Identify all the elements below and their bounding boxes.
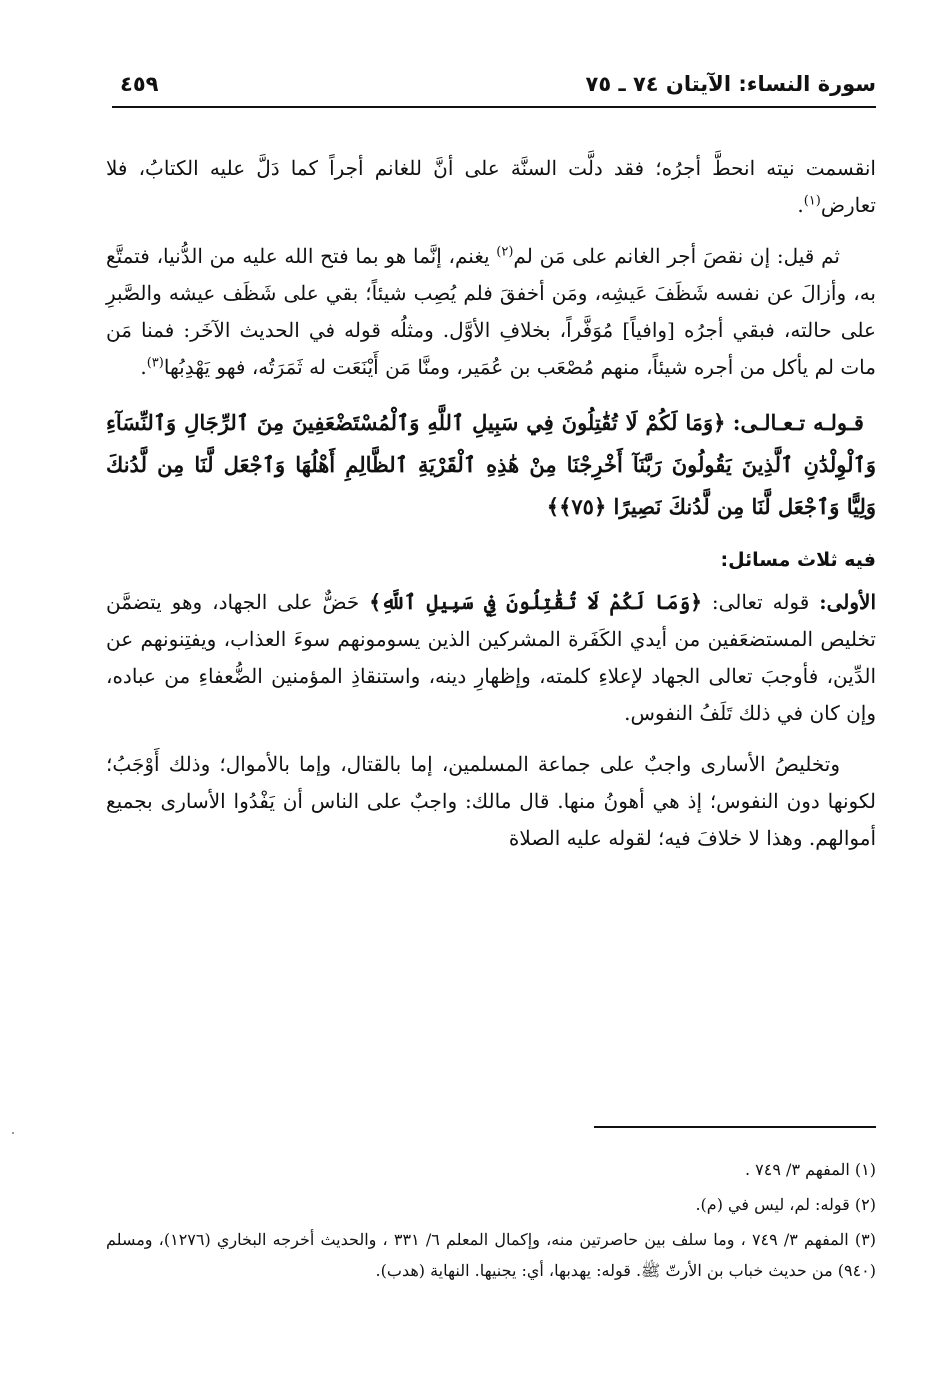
paragraph-2-end: .: [140, 355, 147, 379]
footnote-number: (١): [854, 1160, 876, 1179]
section-heading: فيه ثلاث مسائل:: [720, 549, 876, 571]
footnote-ref-3: (٣): [146, 355, 164, 371]
page-header: [112, 68, 876, 108]
issue-first-label: الأولى:: [819, 590, 877, 614]
paragraph-2: [106, 238, 876, 386]
quran-verse-block: [106, 402, 876, 528]
footnote-ref-2: (٢): [496, 244, 514, 260]
footnote-3: [106, 1224, 876, 1286]
issue-first-quran: ﴿وَمَا لَكُمْ لَا تُقَٰتِلُونَ فِي سَبِيلِ ٱللَّهِ﴾: [369, 590, 702, 614]
issue-first-text-b: حَضٌّ على الجهاد، وهو يتضمَّن تخليص المستضعَفين من أيدي الكَفَرة المشركين الذين يسومونهم سوءَ العذاب، ويفتِنونهم عن الدِّين، فأوجبَ تعالى الجهاد لإعلاءِ كلمته، وإظهارِ دينه، واستنقاذِ المؤمنين الضُّعفاءِ من عباده، وإن كان في ذلك تَلَفُ النفوس.: [106, 590, 876, 725]
main-text: [106, 150, 876, 857]
paragraph-2-text-a: ثم قيل: إن نقصَ أجر الغانم على مَن لم: [513, 244, 840, 268]
issue-first-text-a: قوله تعالى:: [701, 590, 820, 614]
paragraph-1: [106, 150, 876, 224]
running-title: سورة النساء: الآيتان ٧٤ ـ ٧٥: [585, 72, 876, 96]
footnotes: [106, 1154, 876, 1290]
footnote-number: (٢): [854, 1195, 876, 1214]
footnote-number: (٣): [854, 1230, 876, 1249]
verse-intro-label: قـولـه تـعـالـى:: [732, 410, 864, 435]
page-number: ٤٥٩: [120, 72, 159, 96]
footnote-text: قوله: لم، ليس في (م).: [695, 1195, 850, 1214]
paragraph-4: وتخليصُ الأسارى واجبٌ على جماعة المسلمين، إما بالقتال، وإما بالأموال؛ وذلك أَوْجَبُ؛ لكونها دون النفوس؛ إذ هي أهونُ منها. قال مالك: واجبٌ على الناس أن يَفْدُوا الأسارى بجميع أموالهم. وهذا لا خلافَ فيه؛ لقوله عليه الصلاة: [106, 752, 876, 850]
margin-mark: [12, 1132, 14, 1134]
paragraph-1-end: .: [797, 193, 804, 217]
footnote-text: المفهم ٣/ ٧٤٩ ، وما سلف بين حاصرتين منه، وإكمال المعلم ٦/ ٣٣١ ، والحديث أخرجه البخاري (١٢٧٦)، ومسلم (٩٤٠) من حديث خباب بن الأرتّ ﷺ. قوله: يهدبها، أي: يجنيها. النهاية (هدب).: [106, 1230, 876, 1280]
footnote-separator: [594, 1126, 876, 1128]
quran-verse-text: ﴿وَمَا لَكُمْ لَا تُقَٰتِلُونَ فِي سَبِيلِ ٱللَّهِ وَٱلْمُسْتَضْعَفِينَ مِنَ ٱلرِّجَالِ وَٱلنِّسَآءِ وَٱلْوِلْدَٰنِ ٱلَّذِينَ يَقُولُونَ رَبَّنَآ أَخْرِجْنَا مِنْ هَٰذِهِ ٱلْقَرْيَةِ ٱلظَّالِمِ أَهْلُهَا وَٱجْعَل لَّنَا مِن لَّدُنكَ وَلِيًّا وَٱجْعَل لَّنَا مِن لَّدُنكَ نَصِيرًا ﴿٧٥﴾﴾: [106, 410, 876, 519]
footnote-ref-1: (١): [803, 193, 821, 209]
paragraph-2-text-b: يغنم، إنَّما هو بما فتح الله عليه من الدُّنيا، فتمتَّع به، وأزالَ عن نفسه شَظَفَ عَيشِه، ومَن أخفقَ فلم يُصِب شيئاً؛ بقي على شَظَف عيشه والصَّبرِ على حالته، فبقي أجرُه [وافياً] مُوَفَّراً، بخلافِ الأوَّل. ومثلُه قوله في الحديث الآخَر: فمنا مَن مات لم يأكل من أجره شيئاً، منهم مُصْعَب بن عُمَير، ومنَّا مَن أَيْنَعَت له ثَمَرَتُه، فهو يَهْدِبُها: [106, 244, 876, 379]
footnote-1: [106, 1154, 876, 1185]
paragraph-1-text: انقسمت نيته انحطَّ أجرُه؛ فقد دلَّت السنَّة على أنَّ للغانم أجراً كما دَلَّ عليه الكتابُ، فلا تعارض: [106, 156, 876, 217]
footnote-text: المفهم ٣/ ٧٤٩ .: [745, 1160, 850, 1179]
footnote-2: [106, 1189, 876, 1220]
issue-first-paragraph: [106, 584, 876, 732]
